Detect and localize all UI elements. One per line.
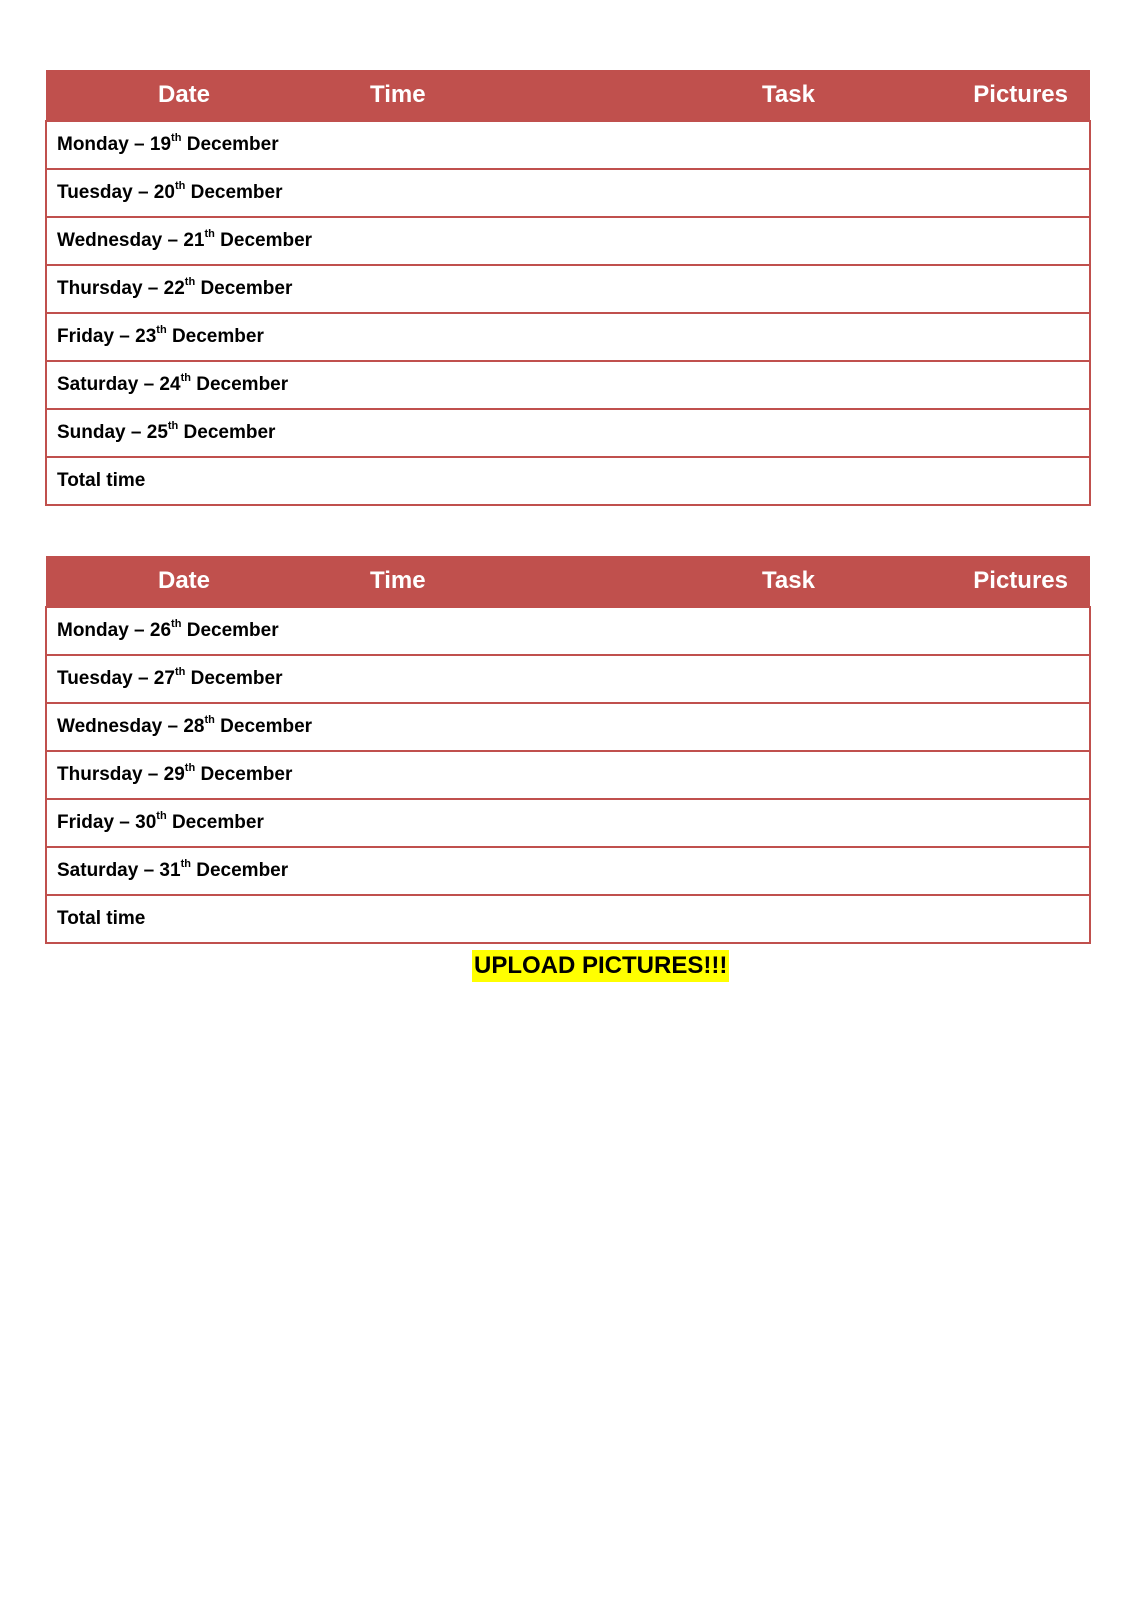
table-row <box>46 121 1090 169</box>
total-time-row <box>46 457 1090 505</box>
day-cell: Friday – 23th December <box>46 313 1090 361</box>
day-cell: Monday – 26th December <box>46 607 1090 655</box>
table-row <box>46 361 1090 409</box>
day-cell: Monday – 19th December <box>46 121 1090 169</box>
header-pictures: Pictures <box>906 70 1090 121</box>
header-task: Task <box>606 556 906 607</box>
table-row <box>46 265 1090 313</box>
table-row <box>46 607 1090 655</box>
day-cell: Thursday – 22th December <box>46 265 1090 313</box>
day-cell: Saturday – 31th December <box>46 847 1090 895</box>
week2-schedule-table <box>45 556 1091 944</box>
total-time-label: Total time <box>46 457 1090 505</box>
day-cell: Friday – 30th December <box>46 799 1090 847</box>
day-cell: Tuesday – 20th December <box>46 169 1090 217</box>
week2-header-row <box>46 556 1090 607</box>
table-row <box>46 751 1090 799</box>
header-task: Task <box>606 70 906 121</box>
day-cell: Wednesday – 21th December <box>46 217 1090 265</box>
upload-pictures-note: UPLOAD PICTURES!!! <box>472 950 729 982</box>
header-time: Time <box>322 556 606 607</box>
day-cell: Saturday – 24th December <box>46 361 1090 409</box>
table-row <box>46 313 1090 361</box>
total-time-label: Total time <box>46 895 1090 943</box>
day-cell: Sunday – 25th December <box>46 409 1090 457</box>
table-row <box>46 409 1090 457</box>
table-row <box>46 847 1090 895</box>
table-row <box>46 799 1090 847</box>
day-cell: Thursday – 29th December <box>46 751 1090 799</box>
table-row <box>46 217 1090 265</box>
week1-schedule-table <box>45 70 1091 506</box>
total-time-row <box>46 895 1090 943</box>
day-cell: Tuesday – 27th December <box>46 655 1090 703</box>
table-row <box>46 655 1090 703</box>
header-time: Time <box>322 70 606 121</box>
table-row <box>46 703 1090 751</box>
header-pictures: Pictures <box>906 556 1090 607</box>
day-cell: Wednesday – 28th December <box>46 703 1090 751</box>
table-row <box>46 169 1090 217</box>
header-date: Date <box>46 70 322 121</box>
header-date: Date <box>46 556 322 607</box>
week1-header-row <box>46 70 1090 121</box>
